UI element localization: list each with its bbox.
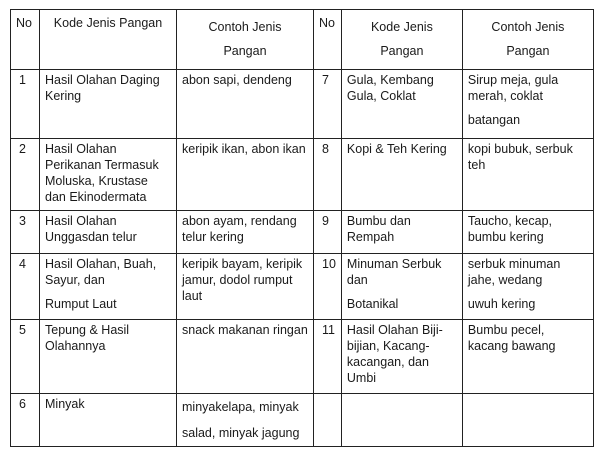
row-number: 4	[11, 254, 40, 320]
contoh-cell: kopi bubuk, serbuk teh	[462, 139, 593, 211]
kode-cell: Kopi & Teh Kering	[341, 139, 462, 211]
header-contoh-left-line1: Contoh Jenis	[208, 20, 282, 34]
kode-cell	[341, 254, 462, 320]
row-number	[314, 394, 342, 447]
row-number: 5	[11, 320, 40, 394]
table-row	[11, 394, 594, 447]
row-number: 2	[11, 139, 40, 211]
contoh-text: Sirup meja, gula merah, coklat	[467, 73, 559, 103]
kode-cell: Minyak	[40, 394, 177, 447]
header-contoh-right	[462, 10, 593, 70]
kode-cell: Hasil Olahan Unggasdan telur	[40, 211, 177, 254]
kode-cell: Hasil Olahan Daging Kering	[40, 70, 177, 139]
row-number: 8	[314, 139, 342, 211]
header-contoh-right-line1: Contoh Jenis	[491, 20, 565, 34]
kode-cell: Hasil Olahan Biji-bijian, Kacang-kacangan, dan Umbi	[341, 320, 462, 394]
header-kode-left: Kode Jenis Pangan	[40, 10, 177, 70]
kode-text: Rumput Laut	[45, 297, 117, 311]
contoh-cell: abon sapi, dendeng	[177, 70, 314, 139]
food-type-table	[10, 9, 594, 447]
contoh-text: batangan	[467, 113, 521, 127]
table-row	[11, 70, 594, 139]
kode-cell: Bumbu dan Rempah	[341, 211, 462, 254]
contoh-text: minyakelapa, minyak	[182, 400, 299, 414]
kode-cell	[341, 394, 462, 447]
contoh-cell: snack makanan ringan	[177, 320, 314, 394]
kode-cell: Tepung & Hasil Olahannya	[40, 320, 177, 394]
contoh-cell	[177, 394, 314, 447]
kode-text: Minuman Serbuk dan	[346, 257, 442, 287]
table-row	[11, 254, 594, 320]
header-kode-right-line1: Kode Jenis	[370, 20, 433, 34]
contoh-cell: Bumbu pecel, kacang bawang	[462, 320, 593, 394]
header-kode-right	[341, 10, 462, 70]
contoh-cell: Taucho, kecap, bumbu kering	[462, 211, 593, 254]
header-contoh-right-line2: Pangan	[506, 44, 550, 58]
row-number: 11	[314, 320, 342, 394]
row-number: 6	[11, 394, 40, 447]
header-kode-right-line2: Pangan	[380, 44, 424, 58]
row-number: 3	[11, 211, 40, 254]
row-number: 1	[11, 70, 40, 139]
kode-cell: Gula, Kembang Gula, Coklat	[341, 70, 462, 139]
contoh-cell: keripik bayam, keripik jamur, dodol rumput laut	[177, 254, 314, 320]
contoh-cell: abon ayam, rendang telur kering	[177, 211, 314, 254]
row-number: 7	[314, 70, 342, 139]
header-contoh-left-line2: Pangan	[223, 44, 267, 58]
kode-cell	[40, 254, 177, 320]
header-no-right: No	[314, 10, 342, 70]
kode-text: Botanikal	[346, 297, 399, 311]
table-row	[11, 139, 594, 211]
contoh-cell	[462, 394, 593, 447]
contoh-text: salad, minyak jagung	[182, 426, 300, 440]
header-no-left: No	[11, 10, 40, 70]
contoh-cell	[462, 70, 593, 139]
header-row	[11, 10, 594, 70]
contoh-cell: keripik ikan, abon ikan	[177, 139, 314, 211]
contoh-text: serbuk minuman jahe, wedang	[467, 257, 561, 287]
contoh-cell	[462, 254, 593, 320]
row-number: 9	[314, 211, 342, 254]
table-row	[11, 320, 594, 394]
kode-text: Hasil Olahan, Buah, Sayur, dan	[45, 257, 157, 287]
row-number: 10	[314, 254, 342, 320]
kode-cell: Hasil Olahan Perikanan Termasuk Moluska, Krustase dan Ekinodermata	[40, 139, 177, 211]
contoh-text: uwuh kering	[467, 297, 536, 311]
header-contoh-left	[177, 10, 314, 70]
table-row	[11, 211, 594, 254]
